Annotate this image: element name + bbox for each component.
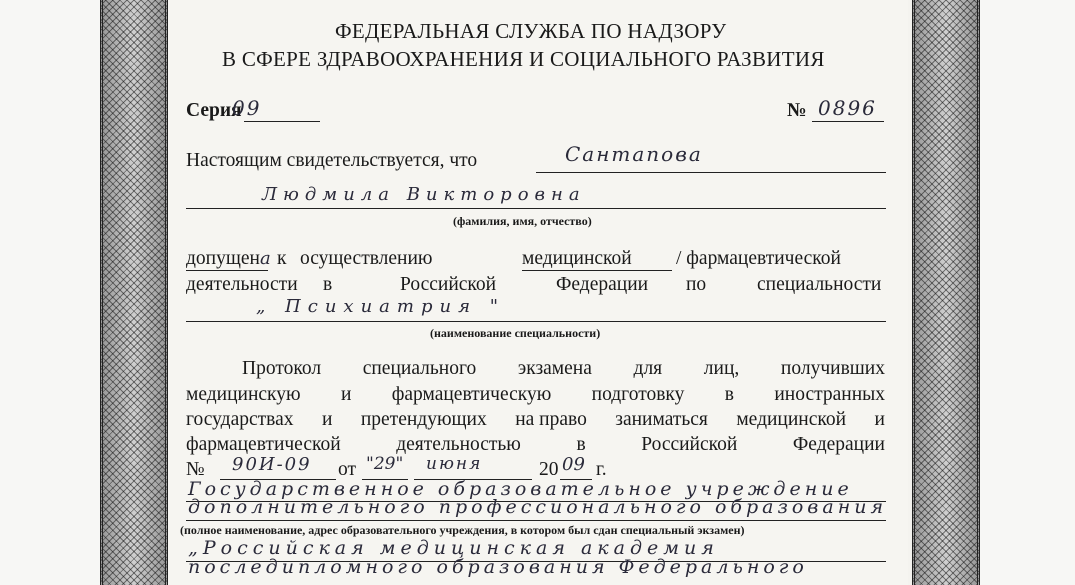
institution-caption: (полное наименование, адрес образовательного учреждения, в котором был сдан специальный экзамен) [180,523,745,537]
specialty-underline [186,321,886,322]
protocol-number-label: № [186,459,205,480]
admission-l2-w5: по [686,274,707,295]
page-margin-right [980,0,1075,585]
institution-line-2-underline [186,520,886,521]
series-label: Серия [186,100,242,121]
institution-line-2: дополнительного профессионального образования [188,496,888,518]
protocol-line-3: государствах и претендующих на право заниматься медицинской и [186,409,885,430]
ornamental-border-left [100,0,168,585]
surname-underline [536,172,886,173]
protocol-year-end: г. [596,459,607,480]
protocol-year-suffix: 09 [562,454,585,475]
number-underline [812,121,884,122]
admission-w5: / фармацевтической [676,248,841,269]
protocol-line-2: медицинскую и фармацевтическую подготовку в иностранных [186,384,885,405]
specialty-value: „ Психиатрия " [256,296,505,317]
admission-l2-w2: в [323,274,333,295]
protocol-month: июня [426,454,483,474]
certify-name-patronymic: Людмила Викторовна [262,184,586,205]
protocol-line-4: фармацевтической деятельностью в Российской Федерации [186,434,885,455]
admission-l2-w4: Федерации [556,274,649,295]
header-line-1: ФЕДЕРАЛЬНАЯ СЛУЖБА ПО НАДЗОРУ [335,19,727,43]
admission-l2-w1: деятельности [186,274,298,295]
page-margin-left [0,0,100,585]
admission-l2-w3: Российской [400,274,497,295]
institution-line-3: „Российская медицинская академия [188,537,719,559]
protocol-from: от [338,459,357,480]
series-underline [244,121,320,122]
number-label: № [787,100,807,121]
specialty-caption: (наименование специальности) [430,326,601,340]
protocol-line-1: Протокол специального экзамена для лиц, получивших [242,358,885,379]
protocol-number-value: 90И-09 [232,454,312,475]
series-value: 09 [232,96,262,120]
ornamental-border-right [912,0,980,585]
certify-intro: Настоящим свидетельствуется, что [186,150,478,171]
institution-line-1: Государственное образовательное учреждение [188,478,853,500]
certify-surname: Сантапова [565,142,703,166]
admission-w1-underline [186,270,268,271]
protocol-day: "29" [366,454,404,474]
admission-w3: осуществлению [300,248,433,269]
admission-l2-w6: специальности [757,274,882,295]
admission-w2: к [277,248,287,269]
header-line-2: В СФЕРЕ ЗДРАВООХРАНЕНИЯ И СОЦИАЛЬНОГО РАЗВИТИЯ [222,47,825,71]
protocol-year-prefix: 20 [539,459,559,480]
number-value: 0896 [818,96,877,120]
institution-line-4: последипломного образования Федерального [188,556,808,578]
admission-w4: медицинской [522,248,632,269]
name-underline [186,208,886,209]
admission-w1: допущена [186,248,271,269]
admission-w4-underline [522,270,672,271]
name-caption: (фамилия, имя, отчество) [453,214,592,228]
